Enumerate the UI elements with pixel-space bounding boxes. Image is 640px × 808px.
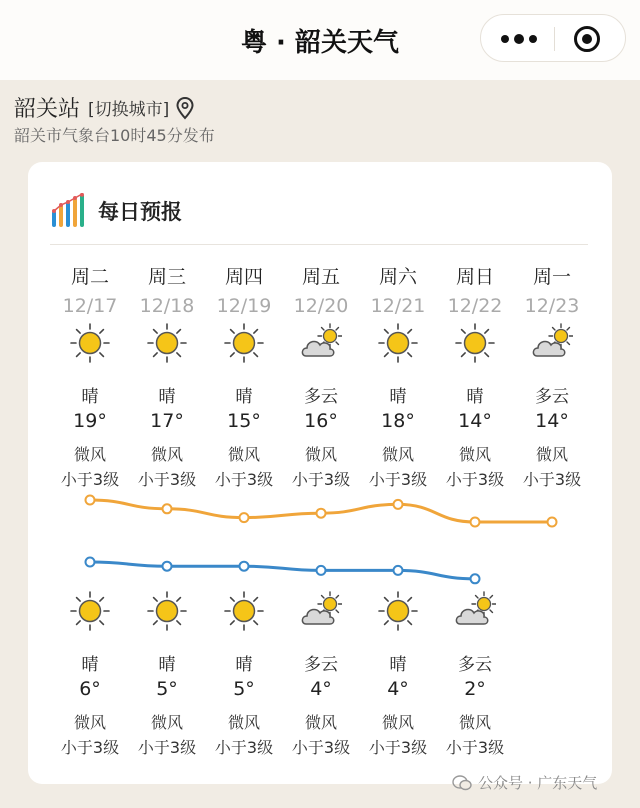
publish-info: 韶关市气象台10时45分发布 <box>14 126 215 145</box>
more-icon[interactable] <box>495 29 543 49</box>
max-temp-label: 14° <box>535 410 569 432</box>
sun-icon <box>69 590 111 632</box>
min-temp-label: 6° <box>79 678 101 700</box>
min-temp-point <box>240 562 249 571</box>
wind-level-label: 小于3级 <box>60 470 120 489</box>
max-temp-point <box>548 518 557 527</box>
wind-level-label: 小于3级 <box>60 738 120 757</box>
weekday-label: 周日 <box>455 266 494 288</box>
location-pin-icon[interactable] <box>175 96 195 120</box>
top-bar <box>0 0 640 80</box>
weekday-label: 周二 <box>70 266 109 288</box>
max-temp-label: 16° <box>304 410 338 432</box>
sun-icon <box>146 590 188 632</box>
watermark-text: 公众号 · 广东天气 <box>478 774 598 792</box>
min-temp-label: 5° <box>156 678 178 700</box>
partly-cloudy-icon <box>454 590 496 632</box>
max-temp-point <box>471 518 480 527</box>
date-label: 12/20 <box>293 295 349 317</box>
wind-level-label: 小于3级 <box>214 738 274 757</box>
wind-level-label: 小于3级 <box>291 470 351 489</box>
wind-label: 微风 <box>150 445 183 464</box>
wind-level-label: 小于3级 <box>445 738 505 757</box>
wind-level-label: 小于3级 <box>522 470 582 489</box>
condition-label: 晴 <box>158 655 176 675</box>
wind-label: 微风 <box>458 445 491 464</box>
mini-program-capsule <box>480 14 626 62</box>
date-label: 12/23 <box>524 295 580 317</box>
max-temp-label: 18° <box>381 410 415 432</box>
watermark <box>452 772 597 793</box>
wind-level-label: 小于3级 <box>137 738 197 757</box>
station-row <box>14 92 195 123</box>
max-temp-label: 14° <box>458 410 492 432</box>
max-temp-point <box>394 500 403 509</box>
max-temp-point <box>317 509 326 518</box>
date-label: 12/19 <box>216 295 272 317</box>
wind-level-label: 小于3级 <box>445 470 505 489</box>
condition-label: 多云 <box>535 387 569 407</box>
wind-label: 微风 <box>73 713 106 732</box>
sun-icon <box>377 590 419 632</box>
wind-label: 微风 <box>304 445 337 464</box>
wind-level-label: 小于3级 <box>214 470 274 489</box>
max-temp-label: 15° <box>227 410 261 432</box>
condition-label: 晴 <box>81 655 99 675</box>
condition-label: 多云 <box>458 655 492 675</box>
condition-label: 多云 <box>304 387 338 407</box>
max-temp-label: 19° <box>73 410 107 432</box>
wind-label: 微风 <box>304 713 337 732</box>
wind-label: 微风 <box>381 713 414 732</box>
daily-forecast-card <box>28 162 612 784</box>
date-label: 12/22 <box>447 295 503 317</box>
condition-label: 晴 <box>158 387 176 407</box>
condition-label: 晴 <box>235 655 253 675</box>
min-temp-point <box>394 566 403 575</box>
min-temp-point <box>471 574 480 583</box>
wind-level-label: 小于3级 <box>137 470 197 489</box>
min-temp-point <box>317 566 326 575</box>
weekday-label: 周一 <box>532 266 571 288</box>
date-label: 12/18 <box>139 295 195 317</box>
condition-label: 晴 <box>466 387 484 407</box>
max-temp-point <box>163 504 172 513</box>
min-temp-point <box>86 558 95 567</box>
card-title: 每日预报 <box>98 200 182 224</box>
close-mini-program-icon[interactable] <box>573 25 601 53</box>
condition-label: 晴 <box>81 387 99 407</box>
wind-label: 微风 <box>458 713 491 732</box>
station-name: 韶关站 <box>14 97 81 122</box>
max-temp-point <box>86 496 95 505</box>
min-temp-label: 5° <box>233 678 255 700</box>
wind-label: 微风 <box>227 713 260 732</box>
capsule-divider <box>554 27 555 51</box>
condition-label: 晴 <box>389 387 407 407</box>
min-temp-label: 4° <box>310 678 332 700</box>
sun-icon <box>223 590 265 632</box>
page-title: 粤 · 韶关天气 <box>241 28 399 58</box>
min-temp-curve <box>90 562 475 579</box>
wechat-icon <box>452 775 472 791</box>
weekday-label: 周三 <box>147 266 186 288</box>
switch-city-link[interactable]: [切换城市] <box>88 100 170 120</box>
min-temp-point <box>163 562 172 571</box>
wind-label: 微风 <box>150 713 183 732</box>
date-label: 12/21 <box>370 295 426 317</box>
wind-level-label: 小于3级 <box>368 470 428 489</box>
wind-label: 微风 <box>535 445 568 464</box>
max-temp-label: 17° <box>150 410 184 432</box>
weekday-label: 周六 <box>378 266 417 288</box>
condition-label: 晴 <box>389 655 407 675</box>
max-temp-point <box>240 513 249 522</box>
wind-label: 微风 <box>227 445 260 464</box>
weekday-label: 周五 <box>301 266 340 288</box>
min-temp-label: 2° <box>464 678 486 700</box>
wind-label: 微风 <box>381 445 414 464</box>
date-label: 12/17 <box>62 295 118 317</box>
wind-level-label: 小于3级 <box>291 738 351 757</box>
condition-label: 多云 <box>304 655 338 675</box>
condition-label: 晴 <box>235 387 253 407</box>
wind-label: 微风 <box>73 445 106 464</box>
min-temp-label: 4° <box>387 678 409 700</box>
wind-level-label: 小于3级 <box>368 738 428 757</box>
weekday-label: 周四 <box>224 266 263 288</box>
partly-cloudy-icon <box>300 590 342 632</box>
